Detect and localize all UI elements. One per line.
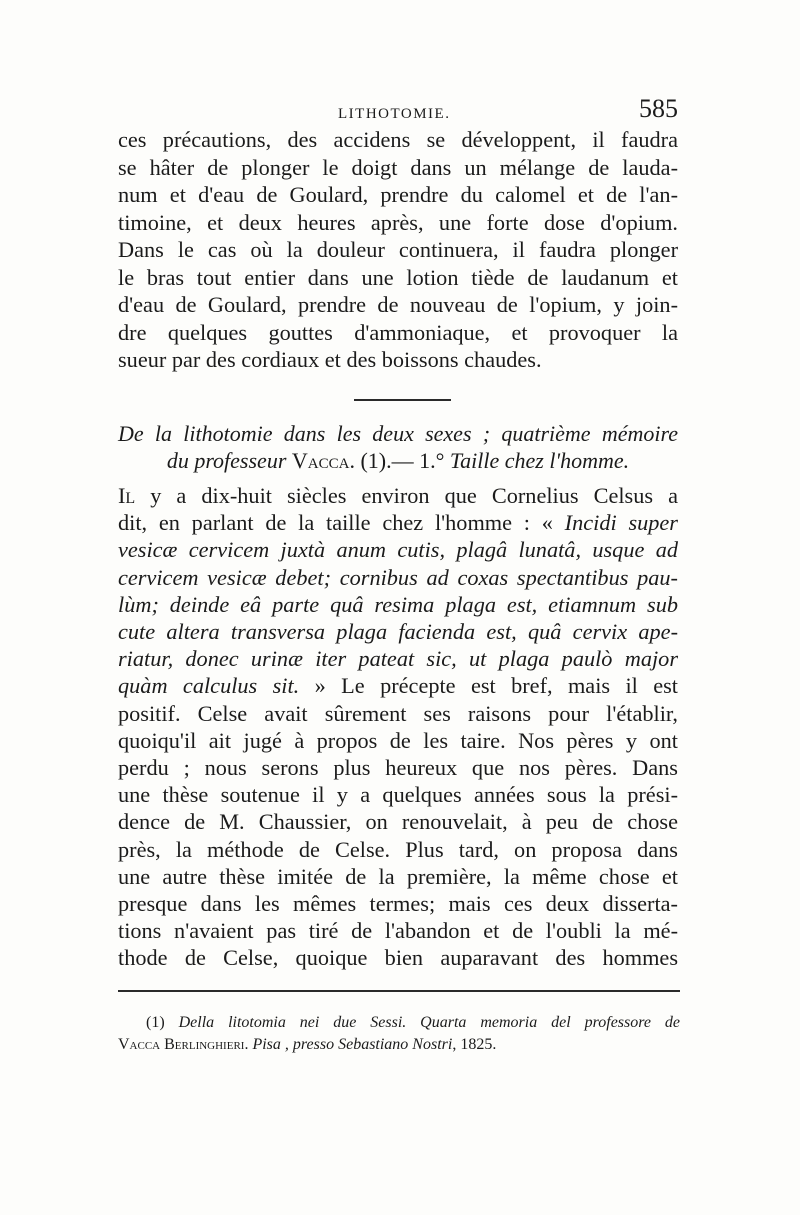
body-paragraph (118, 482, 678, 972)
latin-quote: quàm calculus sit. (118, 673, 300, 699)
title-line: De la lithotomie dans les deux sexes ; quatrième mémoire (118, 421, 678, 446)
section-divider (354, 399, 451, 401)
dropcap: Il (118, 483, 136, 508)
text-line (118, 482, 678, 509)
footnote-author: Vacca Berlinghieri (118, 1036, 245, 1053)
paragraph-continued (118, 126, 678, 374)
title-part: du professeur (166, 448, 292, 473)
text-run: » Le précepte est bref, mais il est (299, 673, 678, 699)
text-line: timoine, et deux heures après, une forte dose d'opium. (118, 209, 678, 235)
latin-quote: vesicæ cervicem juxtà anum cutis, plagâ lunatâ, usque ad (118, 537, 678, 563)
latin-quote: Incidi super (564, 510, 678, 536)
latin-quote: riatur, donec urinæ iter pateat sic, ut plaga paulò major (118, 646, 678, 672)
text-line: dence de M. Chaussier, on renouvelait, à peu de chose (118, 809, 678, 835)
footnote-citation: Della litotomia nei due Sessi. Quarta memoria del professore de (178, 1014, 681, 1031)
text-line (118, 618, 678, 645)
text-run: . (244, 1036, 253, 1053)
text-line (118, 509, 678, 536)
text-line: presque dans les mêmes termes; mais ces deux disserta- (118, 891, 678, 917)
text-line: num et d'eau de Goulard, prendre du calomel et de l'an- (118, 182, 678, 207)
footnote (118, 1012, 680, 1056)
footnote-rule (118, 990, 680, 992)
latin-quote: cervicem vesicæ debet; cornibus ad coxas spectantibus pau- (118, 564, 678, 590)
text-line: tions n'avaient pas tiré de l'abandon et de l'oubli la mé- (118, 918, 678, 944)
text-line (118, 564, 678, 591)
text-line (118, 591, 678, 618)
text-line: se hâter de plonger le doigt dans un mélange de lauda- (118, 154, 678, 180)
page-number: 585 (639, 94, 678, 123)
footnote-ref: . (1).— 1.° (349, 448, 450, 473)
text-line: perdu ; nous serons plus heureux que nos pères. Dans (118, 755, 678, 781)
text-run: y a dix-huit siècles environ que Cornelius Celsus a (135, 483, 678, 508)
text-line: Dans le cas où la douleur continuera, il faudra plonger (118, 237, 678, 262)
text-line: une thèse soutenue il y a quelques années sous la prési- (118, 782, 678, 808)
latin-quote: lùm; deinde eâ parte quâ resima plaga est, etiamnum sub (118, 591, 678, 617)
text-line: d'eau de Goulard, prendre de nouveau de l'opium, y join- (118, 292, 678, 317)
text-line: quoiqu'il ait jugé à propos de les taire. Nos pères y ont (118, 727, 678, 753)
author-name: Vacca (291, 448, 350, 473)
text-line: sueur par des cordiaux et des boissons chaudes. (118, 347, 542, 372)
title-subtitle: Taille chez l'homme. (449, 448, 630, 473)
text-run: dit, en parlant de la taille chez l'homme : « (118, 510, 565, 536)
text-line (118, 536, 678, 563)
text-line: ces précautions, des accidens se développent, il faudra (118, 127, 678, 152)
footnote-publisher: Pisa , presso Sebastiano Nostri (252, 1036, 453, 1053)
footnote-line (118, 1012, 680, 1034)
title-line (118, 447, 678, 474)
footnote-year: , 1825. (452, 1036, 497, 1053)
footnote-marker: (1) (146, 1014, 179, 1031)
latin-quote: cute altera transversa plaga facienda est, quâ cervix ape- (118, 619, 678, 645)
text-line: dre quelques gouttes d'ammoniaque, et provoquer la (118, 319, 678, 345)
text-line: une autre thèse imitée de la première, la même chose et (118, 863, 678, 889)
text-line: thode de Celse, quoique bien auparavant des hommes (118, 945, 678, 971)
text-line (118, 672, 678, 699)
text-line: près, la méthode de Celse. Plus tard, on proposa dans (118, 836, 678, 862)
article-title (118, 420, 678, 474)
text-line: positif. Celse avait sûrement ses raisons pour l'établir, (118, 700, 678, 726)
running-title: LITHOTOMIE. (338, 106, 451, 122)
footnote-line (118, 1034, 680, 1056)
text-line: le bras tout entier dans une lotion tiède de laudanum et (118, 264, 678, 290)
text-line (118, 645, 678, 672)
